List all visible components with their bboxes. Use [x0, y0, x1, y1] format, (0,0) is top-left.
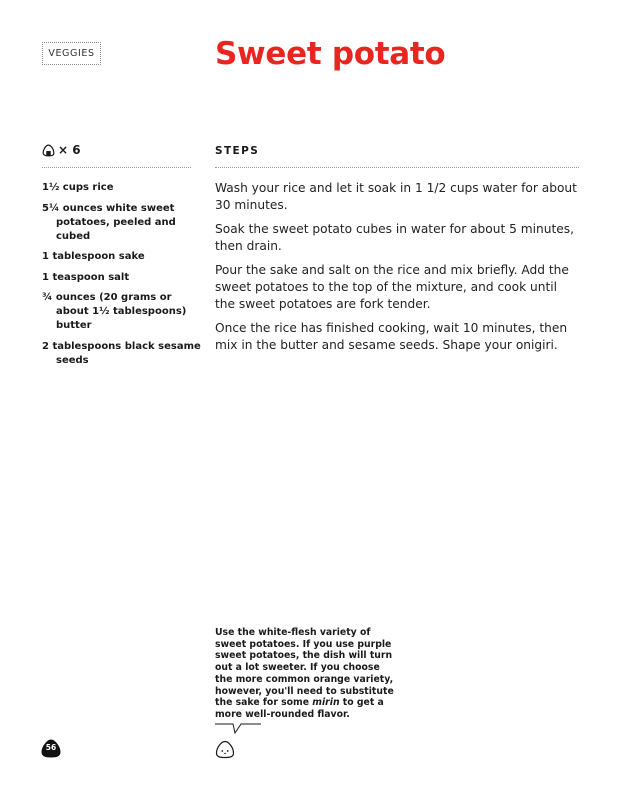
step-item: Wash your rice and let it soak in 1 1/2 cups water for about 30 minutes.: [215, 181, 577, 212]
speech-bubble-tail-icon: [215, 723, 261, 735]
onigiri-mascot-icon: [215, 740, 235, 759]
ingredient-item: 1½ cups rice: [42, 182, 114, 193]
steps-list: [215, 180, 580, 361]
tip-text: Use the white-flesh variety of sweet potatoes. If you use purple sweet potatoes, the dish will turn out a lot sweeter. If you choose the more common orange variety, however, you'll need to substitute the sake for some: [215, 627, 394, 709]
ingredient-item: 1 tablespoon sake: [42, 251, 145, 262]
category-tag: VEGGIES: [42, 42, 101, 65]
servings: [42, 143, 81, 157]
page-number-label: 56: [45, 743, 57, 752]
page-number: [41, 739, 61, 758]
servings-count: × 6: [58, 143, 81, 157]
tip-emphasis: mirin: [312, 697, 340, 709]
ingredient-item: 2 tablespoons black sesame seeds: [42, 340, 201, 366]
divider: [42, 167, 191, 168]
steps-heading: STEPS: [215, 145, 260, 157]
ingredients-list: [42, 181, 202, 374]
ingredient-item: 5¼ ounces white sweet potatoes, peeled and cubed: [42, 202, 176, 242]
tip-note: [215, 627, 395, 721]
page-title: Sweet potato: [215, 36, 446, 72]
step-item: Pour the sake and salt on the rice and mix briefly. Add the sweet potatoes to the top of the mixture, and cook until the sweet potatoes are fork tender.: [215, 263, 569, 311]
step-item: Soak the sweet potato cubes in water for about 5 minutes, then drain.: [215, 222, 574, 253]
onigiri-icon: [42, 144, 55, 157]
ingredient-item: 1 teaspoon salt: [42, 271, 130, 283]
step-item: Once the rice has finished cooking, wait 10 minutes, then mix in the butter and sesame seeds. Shape your onigiri.: [215, 321, 568, 352]
ingredient-item: ¾ ounces (20 grams or about 1½ tablespoons) butter: [42, 292, 187, 331]
tip-text-end: to get a more well-rounded flavor.: [215, 697, 384, 720]
divider: [215, 167, 579, 168]
